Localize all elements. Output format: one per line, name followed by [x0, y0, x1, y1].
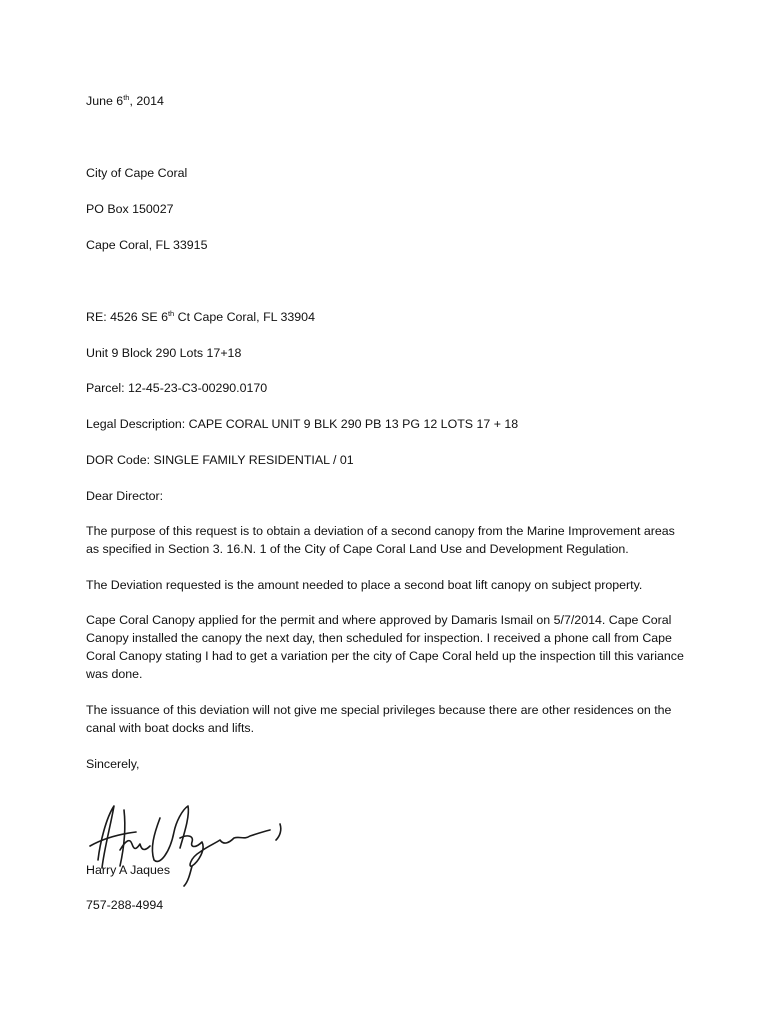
re-line	[86, 308, 315, 326]
closing: Sincerely,	[86, 757, 140, 771]
legal-description-line: Legal Description: CAPE CORAL UNIT 9 BLK 290 PB 13 PG 12 LOTS 17 + 18	[86, 417, 519, 431]
dor-code-line: DOR Code: SINGLE FAMILY RESIDENTIAL / 01	[86, 453, 354, 467]
unit-line: Unit 9 Block 290 Lots 17+18	[86, 346, 242, 360]
signer-name: Harry A Jaques	[86, 863, 171, 877]
recipient-city: Cape Coral, FL 33915	[86, 238, 208, 252]
signer-phone: 757-288-4994	[86, 898, 164, 912]
body-paragraph-deviation: The Deviation requested is the amount needed to place a second boat lift canopy on subject property.	[86, 578, 643, 592]
parcel-line: Parcel: 12-45-23-C3-00290.0170	[86, 381, 268, 395]
body-paragraph-history: Cape Coral Canopy applied for the permit and where approved by Damaris Ismail on 5/7/2014. Cape Coral Canopy installed the canopy the next day, then scheduled for inspection. I received a phone call from Cape Coral Canopy stating I had to get a variation per the city of Cape Coral held up the inspection till this variance was done.	[86, 613, 684, 681]
salutation: Dear Director:	[86, 489, 164, 503]
date-ordinal: th	[123, 92, 130, 102]
letter-date	[86, 92, 164, 110]
recipient-po-box: PO Box 150027	[86, 202, 174, 216]
body-paragraph-purpose: The purpose of this request is to obtain a deviation of a second canopy from the Marine Improvement areas as specified in Section 3. 16.N. 1 of the City of Cape Coral Land Use and Development Regulation.	[86, 524, 675, 556]
recipient-name: City of Cape Coral	[86, 166, 188, 180]
date-day: June 6	[86, 94, 124, 108]
re-address-end: Ct Cape Coral, FL 33904	[174, 310, 315, 324]
re-ordinal: th	[167, 308, 175, 318]
date-year: , 2014	[129, 94, 164, 108]
body-paragraph-privileges: The issuance of this deviation will not give me special privileges because there are other residences on the canal with boat docks and lifts.	[86, 703, 672, 735]
re-address-start: RE: 4526 SE 6	[86, 310, 168, 324]
